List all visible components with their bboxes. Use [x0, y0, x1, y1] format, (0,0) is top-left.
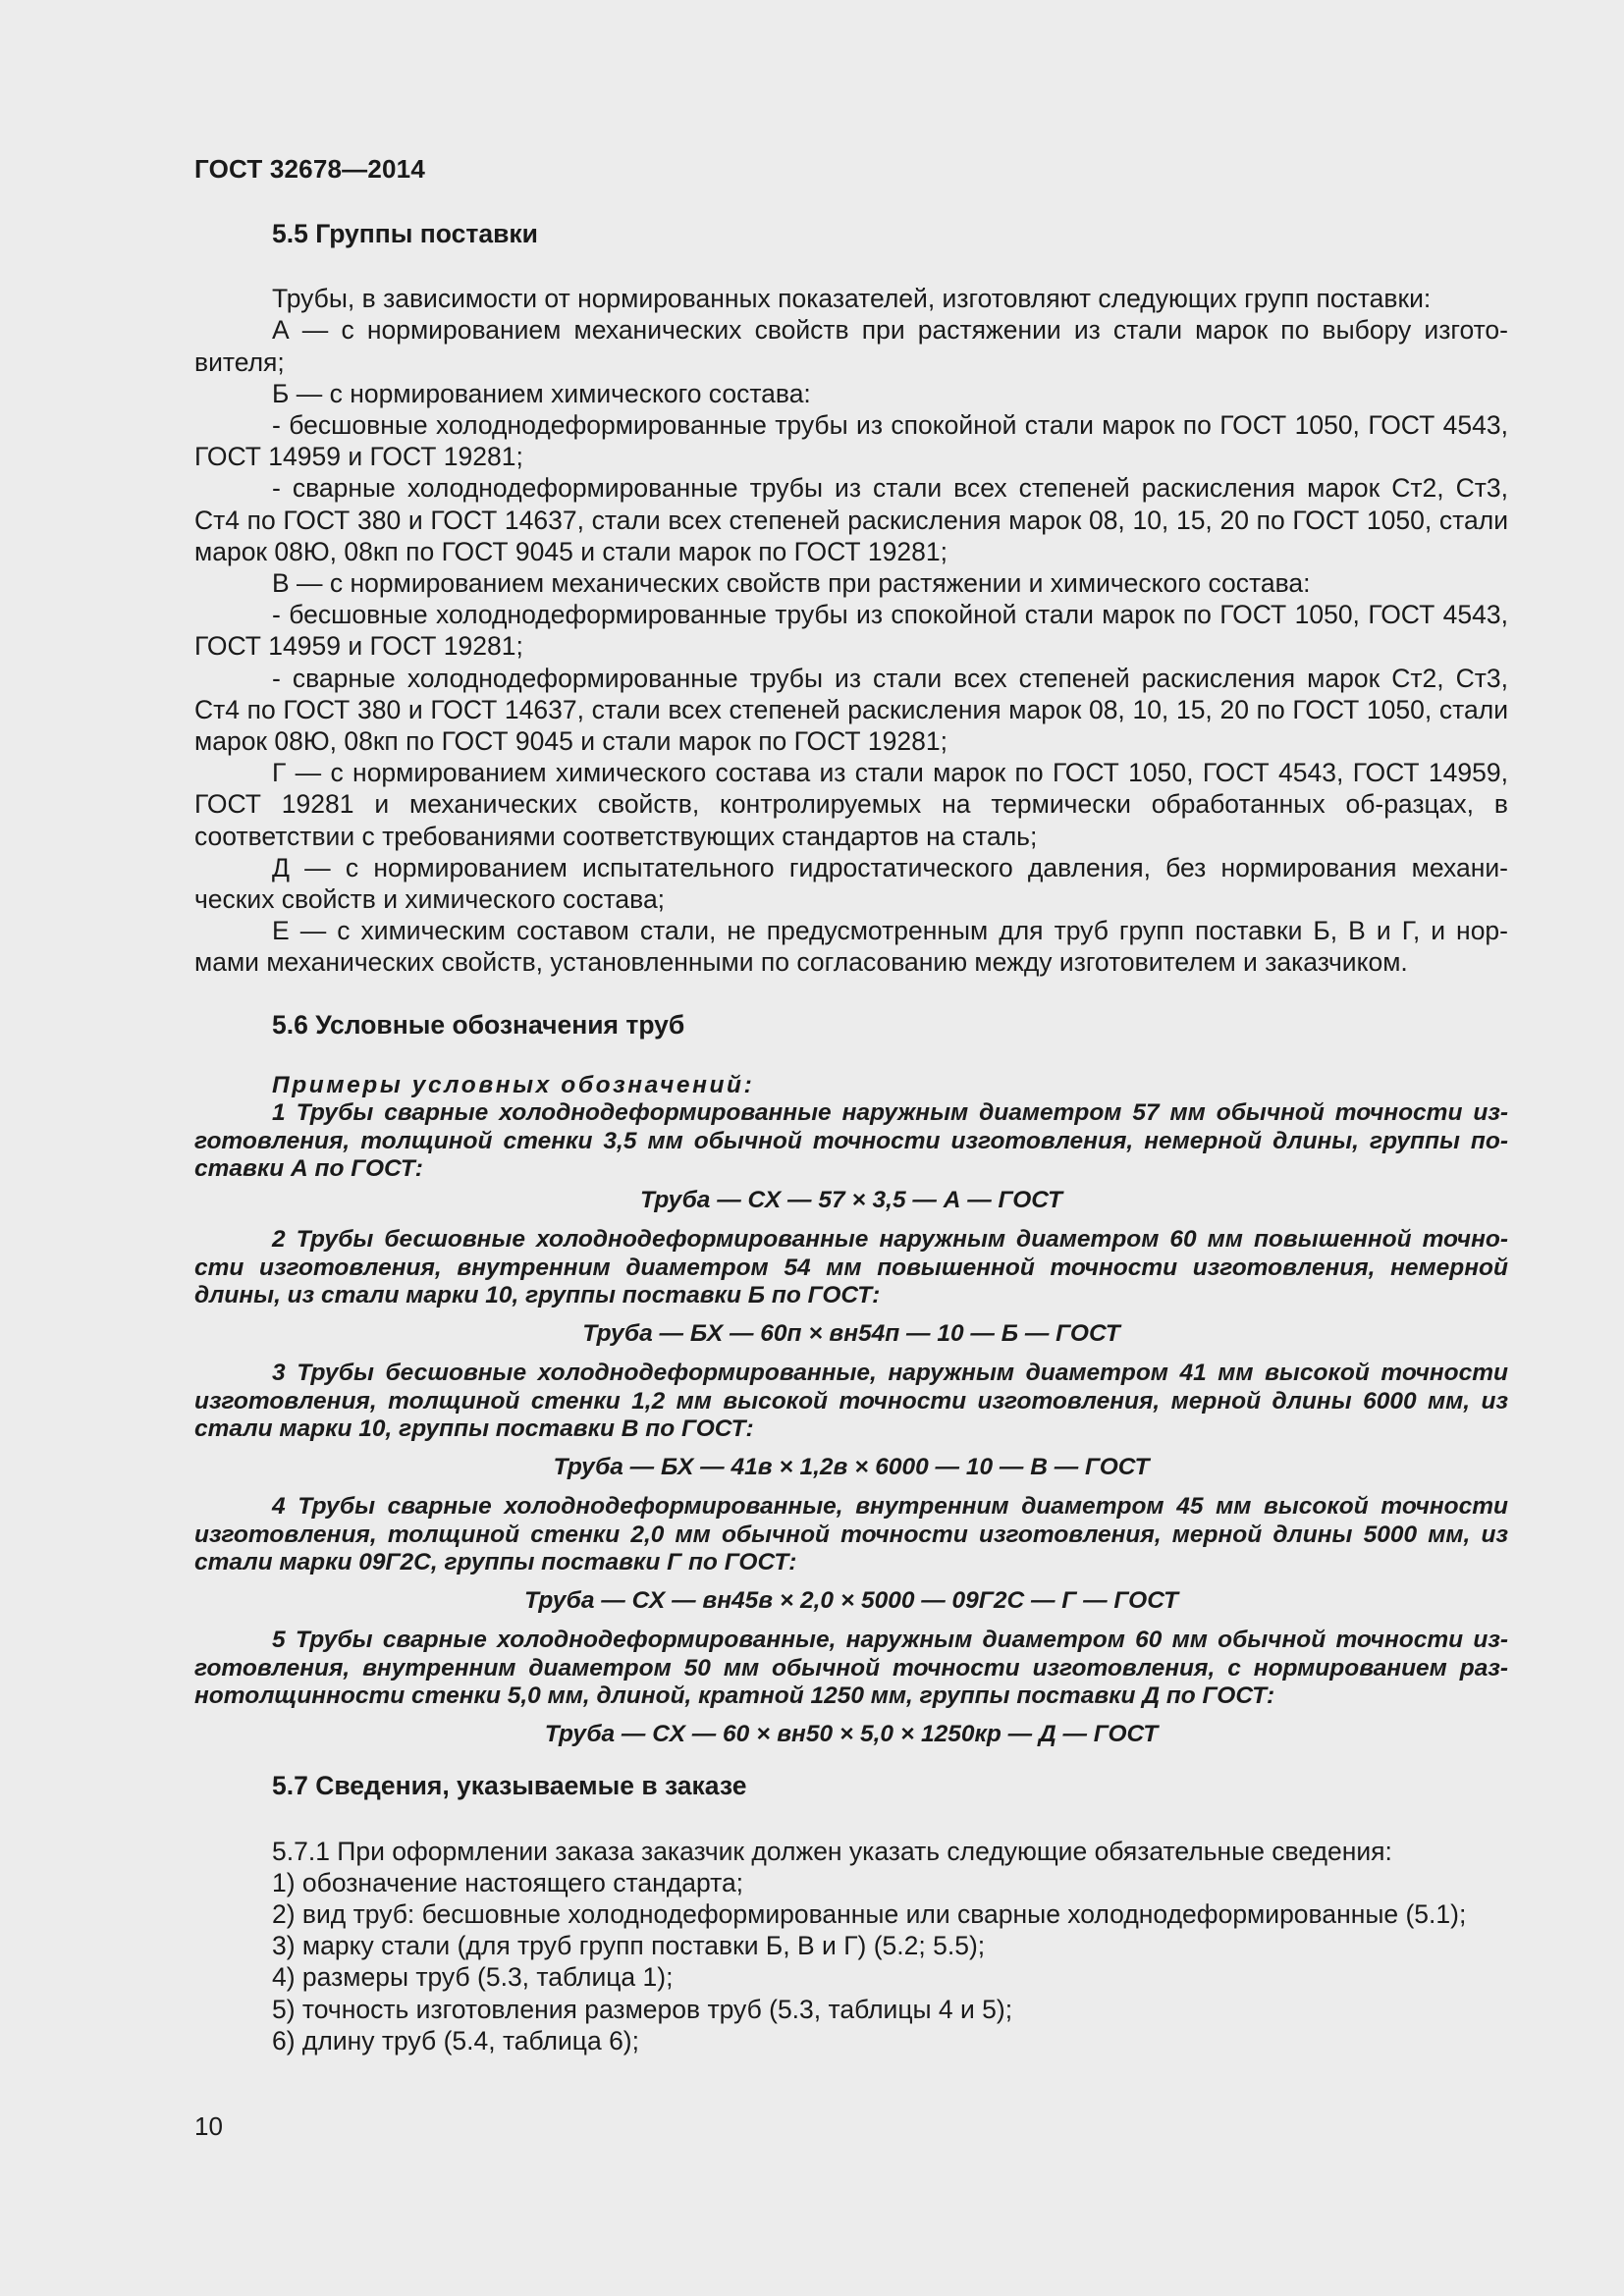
section-5-7-body — [194, 1836, 1508, 2056]
example-text: 5 Трубы сварные холоднодеформированные, наружным диаметром 60 мм обычной точности из-готовления, внутренним диаметром 50 мм обычной точности изготовления, с нормированием раз-нотолщинности стенки 5,0 мм, длиной, кратной 1250 мм, группы поставки Д по ГОСТ: — [194, 1627, 1508, 1710]
example-item — [194, 1627, 1508, 1748]
section-5-6-title: 5.6 Условные обозначения труб — [272, 1009, 685, 1040]
example-formula: Труба — СХ — 60 × вн50 × 5,0 × 1250кр — Д — ГОСТ — [544, 1720, 1159, 1747]
order-requirement-item: 4) размеры труб (5.3, таблица 1); — [272, 1962, 674, 1993]
order-requirement-item: 3) марку стали (для труб групп поставки Б, В и Г) (5.2; 5.5); — [272, 1931, 986, 1961]
paragraph: А — с нормированием механических свойств при растяжении из стали марок по выбору изгото-вителя; — [194, 315, 1508, 377]
paragraph: Трубы, в зависимости от нормированных показателей, изготовляют следующих групп поставки: — [272, 284, 1432, 314]
examples-title: Примеры условных обозначений: — [272, 1071, 755, 1098]
paragraph: - сварные холоднодеформированные трубы из стали всех степеней раскисления марок Ст2, Ст3, Ст4 по ГОСТ 380 и ГОСТ 14637, стали всех степеней раскисления марок 08, 10, 15, 20 по ГОСТ 1050, стали марок 08Ю, 08кп по ГОСТ 9045 и стали марок по ГОСТ 19281; — [194, 473, 1508, 566]
example-text: 3 Трубы бесшовные холоднодеформированные, наружным диаметром 41 мм высокой точности изготовления, толщиной стенки 1,2 мм высокой точности изготовления, мерной длины 6000 мм, из стали марки 10, группы поставки В по ГОСТ: — [194, 1360, 1508, 1443]
example-item — [194, 1360, 1508, 1481]
order-requirement-item: 6) длину труб (5.4, таблица 6); — [272, 2025, 639, 2056]
paragraph: - бесшовные холоднодеформированные трубы из спокойной стали марок по ГОСТ 1050, ГОСТ 4543, ГОСТ 14959 и ГОСТ 19281; — [194, 600, 1508, 662]
document-body — [194, 218, 1508, 2056]
paragraph: В — с нормированием механических свойств при растяжении и химического состава: — [272, 568, 1311, 599]
example-text: 4 Трубы сварные холоднодеформированные, внутренним диаметром 45 мм высокой точности изготовления, толщиной стенки 2,0 мм обычной точности изготовления, мерной длины 5000 мм, из стали марки 09Г2С, группы поставки Г по ГОСТ: — [194, 1493, 1508, 1576]
section-5-7-title: 5.7 Сведения, указываемые в заказе — [272, 1771, 747, 1801]
example-item — [194, 1493, 1508, 1615]
order-requirement-item: 2) вид труб: бесшовные холоднодеформированные или сварные холоднодеформированные (5.1); — [272, 1898, 1467, 1929]
example-text: 2 Трубы бесшовные холоднодеформированные наружным диаметром 60 мм повышенной точно-сти изготовления, внутренним диаметром 54 мм повышенной точности изготовления, немерной длины, из стали марки 10, группы поставки Б по ГОСТ: — [194, 1226, 1508, 1309]
paragraph: - сварные холоднодеформированные трубы из стали всех степеней раскисления марок Ст2, Ст3, Ст4 по ГОСТ 380 и ГОСТ 14637, стали всех степеней раскисления марок 08, 10, 15, 20 по ГОСТ 1050, стали марок 08Ю, 08кп по ГОСТ 9045 и стали марок по ГОСТ 19281; — [194, 663, 1508, 757]
paragraph: - бесшовные холоднодеформированные трубы из спокойной стали марок по ГОСТ 1050, ГОСТ 4543, ГОСТ 14959 и ГОСТ 19281; — [194, 410, 1508, 472]
paragraph: Б — с нормированием химического состава: — [272, 378, 811, 408]
example-item — [194, 1099, 1508, 1214]
paragraph: Г — с нормированием химического состава из стали марок по ГОСТ 1050, ГОСТ 4543, ГОСТ 14959, ГОСТ 19281 и механических свойств, контролируемых на термически обработанных об-разцах, в соответствии с требованиями соответствующих стандартов на сталь; — [194, 758, 1508, 851]
paragraph: Д — с нормированием испытательного гидростатического давления, без нормирования механи-ческих свойств и химического состава; — [194, 852, 1508, 915]
paragraph: Е — с химическим составом стали, не предусмотренным для труб групп поставки Б, В и Г, и нор-мами механических свойств, установленными по согласованию между изготовителем и заказчиком. — [194, 916, 1508, 978]
order-requirement-item: 5) точность изготовления размеров труб (5.3, таблицы 4 и 5); — [272, 1994, 1013, 2024]
example-formula: Труба — СХ — 57 × 3,5 — А — ГОСТ — [640, 1186, 1062, 1213]
example-formula: Труба — БХ — 41в × 1,2в × 6000 — 10 — В — ГОСТ — [553, 1453, 1150, 1480]
order-requirement-item: 5.7.1 При оформлении заказа заказчик должен указать следующие обязательные сведения: — [272, 1836, 1392, 1866]
section-5-5-body — [194, 283, 1508, 978]
example-item — [194, 1226, 1508, 1348]
example-formula: Труба — СХ — вн45в × 2,0 × 5000 — 09Г2С — Г — ГОСТ — [524, 1586, 1178, 1614]
example-formula: Труба — БХ — 60п × вн54п — 10 — Б — ГОСТ — [582, 1319, 1120, 1347]
document-header: ГОСТ 32678—2014 — [194, 154, 425, 184]
order-requirement-item: 1) обозначение настоящего стандарта; — [272, 1867, 744, 1897]
example-text: 1 Трубы сварные холоднодеформированные наружным диаметром 57 мм обычной точности из-готовления, толщиной стенки 3,5 мм обычной точности изготовления, немерной длины, группы по-ставки А по ГОСТ: — [194, 1099, 1508, 1183]
section-5-5-title: 5.5 Группы поставки — [272, 219, 538, 248]
examples-list — [194, 1099, 1508, 1748]
page-number: 10 — [194, 2111, 223, 2141]
